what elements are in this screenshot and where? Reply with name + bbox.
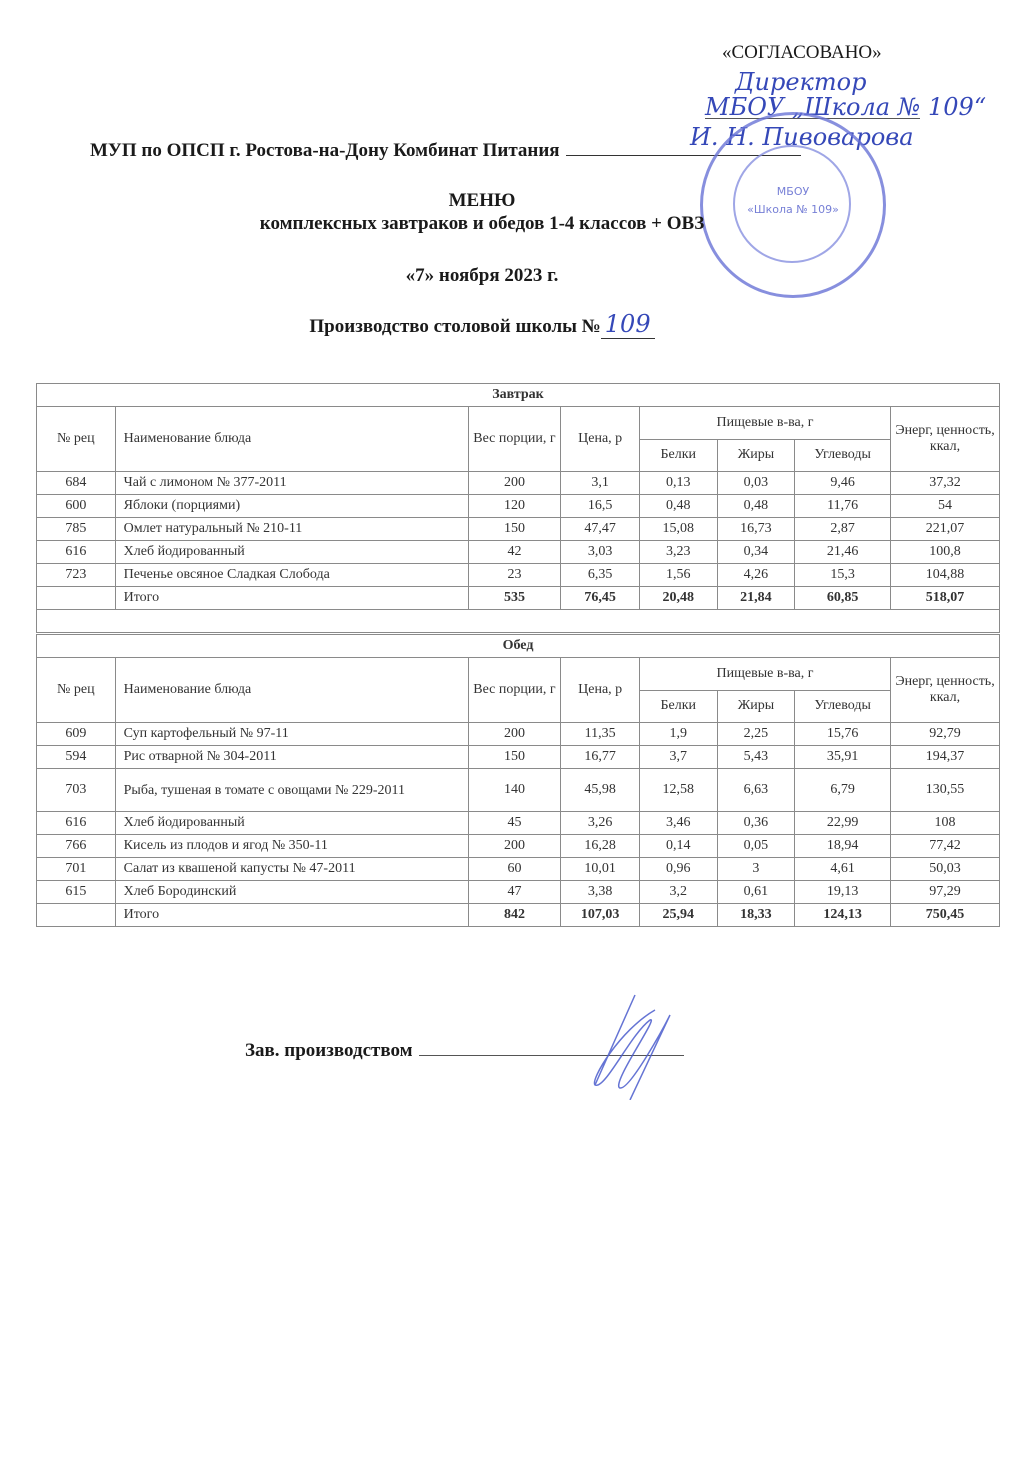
cell-no: 785 [37,518,116,541]
total-row [37,904,1000,927]
production-label: Производство столовой школы № [309,316,601,337]
cell-protein: 0,13 [639,472,717,495]
cell-carbs: 21,46 [795,541,891,564]
total-label: Итого [115,904,468,927]
cell-weight: 47 [468,881,561,904]
cell-energy: 92,79 [891,723,1000,746]
cell-energy: 54 [891,495,1000,518]
total-price: 76,45 [561,587,640,610]
organization-line [90,140,801,162]
cell-price: 47,47 [561,518,640,541]
cell-no: 723 [37,564,116,587]
table-row [37,746,1000,769]
cell-price: 3,03 [561,541,640,564]
signature-label: Зав. производством [245,1040,413,1061]
header-weight: Вес порции, г [468,407,561,472]
cell-carbs: 18,94 [795,835,891,858]
cell-carbs: 15,76 [795,723,891,746]
cell-name: Рыба, тушеная в томате с овощами № 229-2011 [115,769,468,812]
cell-protein: 0,14 [639,835,717,858]
stamp-text-line1: МБОУ [776,185,810,198]
cell-no: 594 [37,746,116,769]
organization-name: МУП по ОПСП г. Ростова-на-Дону Комбинат Питания [90,140,560,161]
cell-no: 684 [37,472,116,495]
cell-no: 616 [37,812,116,835]
header-protein: Белки [639,439,717,472]
cell-name: Чай с лимоном № 377-2011 [115,472,468,495]
cell-fat: 0,05 [717,835,795,858]
cell-energy: 50,03 [891,858,1000,881]
cell-fat: 0,03 [717,472,795,495]
cell-weight: 200 [468,723,561,746]
cell-carbs: 11,76 [795,495,891,518]
cell-fat: 16,73 [717,518,795,541]
cell-no: 766 [37,835,116,858]
cell-price: 3,26 [561,812,640,835]
handwritten-school: МБОУ „Школа № 109“ [705,93,987,121]
total-energy: 750,45 [891,904,1000,927]
cell-protein: 3,7 [639,746,717,769]
cell-price: 10,01 [561,858,640,881]
total-price: 107,03 [561,904,640,927]
cell-no: 615 [37,881,116,904]
cell-energy: 77,42 [891,835,1000,858]
cell-fat: 0,34 [717,541,795,564]
cell-energy: 108 [891,812,1000,835]
table-row [37,858,1000,881]
cell-weight: 45 [468,812,561,835]
total-label: Итого [115,587,468,610]
cell-name: Хлеб Бородинский [115,881,468,904]
cell-fat: 4,26 [717,564,795,587]
cell-name: Салат из квашеной капусты № 47-2011 [115,858,468,881]
approval-label: «СОГЛАСОВАНО» [722,42,882,63]
cell-energy: 37,32 [891,472,1000,495]
cell-protein: 15,08 [639,518,717,541]
cell-protein: 3,46 [639,812,717,835]
cell-no [37,904,116,927]
header-fat: Жиры [717,439,795,472]
total-row [37,587,1000,610]
cell-carbs: 19,13 [795,881,891,904]
document-date: «7» ноября 2023 г. [405,265,559,286]
header-energy: Энерг, ценность, ккал, [891,658,1000,723]
cell-weight: 200 [468,835,561,858]
cell-protein: 0,96 [639,858,717,881]
table-row [37,881,1000,904]
header-energy: Энерг, ценность, ккал, [891,407,1000,472]
cell-weight: 60 [468,858,561,881]
total-carbs: 124,13 [795,904,891,927]
header-no: № рец [37,407,116,472]
cell-price: 3,38 [561,881,640,904]
production-line [0,310,994,338]
handwritten-position: Директор [735,68,867,96]
cell-fat: 0,36 [717,812,795,835]
cell-weight: 23 [468,564,561,587]
cell-carbs: 15,3 [795,564,891,587]
cell-carbs: 4,61 [795,858,891,881]
cell-name: Омлет натуральный № 210-11 [115,518,468,541]
section-title-breakfast: Завтрак [37,384,1000,407]
cell-name: Суп картофельный № 97-11 [115,723,468,746]
header-carbs: Углеводы [795,439,891,472]
cell-price: 11,35 [561,723,640,746]
cell-price: 3,1 [561,472,640,495]
header-name: Наименование блюда [115,658,468,723]
cell-fat: 3 [717,858,795,881]
header-weight: Вес порции, г [468,658,561,723]
table-row [37,812,1000,835]
cell-carbs: 35,91 [795,746,891,769]
cell-name: Печенье овсяное Сладкая Слобода [115,564,468,587]
header-name: Наименование блюда [115,407,468,472]
cell-carbs: 6,79 [795,769,891,812]
table-row [37,472,1000,495]
cell-carbs: 9,46 [795,472,891,495]
cell-no: 600 [37,495,116,518]
cell-carbs: 22,99 [795,812,891,835]
cell-energy: 104,88 [891,564,1000,587]
header-nutrients: Пищевые в-ва, г [639,407,890,440]
cell-name: Яблоки (порциями) [115,495,468,518]
cell-energy: 100,8 [891,541,1000,564]
cell-fat: 0,48 [717,495,795,518]
total-fat: 18,33 [717,904,795,927]
table-row [37,723,1000,746]
stamp-text-line2: «Школа № 109» [747,203,839,216]
cell-fat: 6,63 [717,769,795,812]
cell-weight: 150 [468,746,561,769]
cell-protein: 1,56 [639,564,717,587]
header-nutrients: Пищевые в-ва, г [639,658,890,691]
total-carbs: 60,85 [795,587,891,610]
cell-protein: 12,58 [639,769,717,812]
cell-energy: 221,07 [891,518,1000,541]
header-no: № рец [37,658,116,723]
cell-energy: 97,29 [891,881,1000,904]
cell-no: 703 [37,769,116,812]
cell-no: 701 [37,858,116,881]
cell-carbs: 2,87 [795,518,891,541]
document-subtitle: комплексных завтраков и обедов 1-4 классов + ОВЗ [259,213,705,234]
cell-weight: 200 [468,472,561,495]
spacer-row [37,610,1000,633]
header-fat: Жиры [717,690,795,723]
cell-weight: 140 [468,769,561,812]
cell-price: 16,77 [561,746,640,769]
cell-fat: 0,61 [717,881,795,904]
table-row [37,769,1000,812]
header-carbs: Углеводы [795,690,891,723]
cell-protein: 3,2 [639,881,717,904]
cell-name: Кисель из плодов и ягод № 350-11 [115,835,468,858]
table-row [37,835,1000,858]
cell-protein: 1,9 [639,723,717,746]
cell-fat: 5,43 [717,746,795,769]
header-price: Цена, р [561,407,640,472]
total-protein: 25,94 [639,904,717,927]
cell-name: Рис отварной № 304-2011 [115,746,468,769]
cell-weight: 120 [468,495,561,518]
table-row [37,564,1000,587]
cell-price: 16,5 [561,495,640,518]
cell-weight: 150 [468,518,561,541]
total-protein: 20,48 [639,587,717,610]
cell-no: 616 [37,541,116,564]
handwritten-director-name: И. Н. Пивоварова [690,123,914,151]
header-protein: Белки [639,690,717,723]
document-title: МЕНЮ [448,190,516,211]
total-weight: 535 [468,587,561,610]
lunch-table [36,634,1000,927]
total-energy: 518,07 [891,587,1000,610]
school-number: 109 [601,310,655,339]
table-row [37,541,1000,564]
handwritten-signature-icon [550,990,710,1100]
cell-no: 609 [37,723,116,746]
total-weight: 842 [468,904,561,927]
section-title-lunch: Обед [37,635,1000,658]
cell-price: 16,28 [561,835,640,858]
cell-no [37,587,116,610]
total-fat: 21,84 [717,587,795,610]
cell-energy: 194,37 [891,746,1000,769]
table-row [37,495,1000,518]
table-row [37,518,1000,541]
cell-price: 45,98 [561,769,640,812]
cell-price: 6,35 [561,564,640,587]
header-price: Цена, р [561,658,640,723]
cell-protein: 0,48 [639,495,717,518]
cell-energy: 130,55 [891,769,1000,812]
cell-name: Хлеб йодированный [115,812,468,835]
cell-protein: 3,23 [639,541,717,564]
cell-fat: 2,25 [717,723,795,746]
cell-weight: 42 [468,541,561,564]
breakfast-table [36,383,1000,633]
cell-name: Хлеб йодированный [115,541,468,564]
